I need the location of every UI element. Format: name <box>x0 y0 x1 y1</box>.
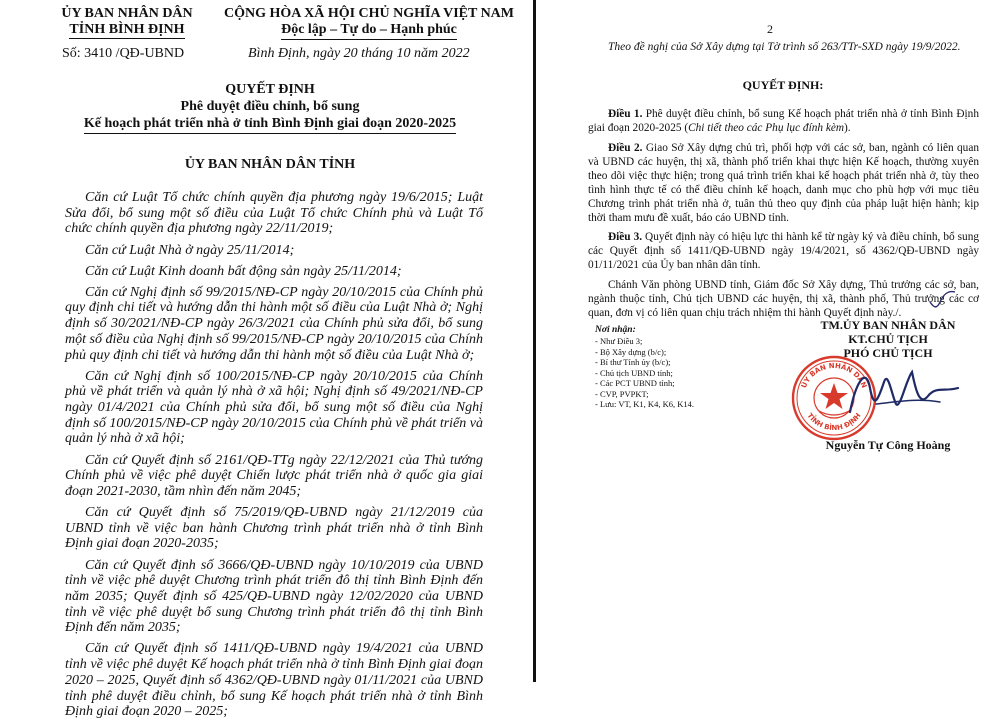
basis-paragraph: Căn cứ Quyết định số 3666/QĐ-UBND ngày 10/10/2019 của UBND tỉnh về việc phê duyệt Chương trình phát triển đô thị tỉnh Bình Định đến năm 2035; Quyết định số 425/QĐ-UBND ngày 12/02/2020 của UBND tỉnh về việc phê duyệt bổ sung Chương trình phát triển đô thị tỉnh Bình Định đến năm 2035; <box>65 557 483 636</box>
document-title <box>40 81 500 134</box>
recipient-item: - Như Điều 3; <box>595 336 643 346</box>
document-number: Số: 3410 /QĐ-UBND <box>62 46 185 61</box>
recipient-item: - CVP, PVPKT; <box>595 388 649 399</box>
enforcement-paragraph: Chánh Văn phòng UBND tỉnh, Giám đốc Sở Xây dựng, Thủ trưởng các sở, ban, ngành thuộc tỉnh, Chủ tịch UBND các huyện, thị xã, thành phố, Thủ trưởng các cơ quan, đơn vị có liên quan chịu trách nhiệm thi hành Quyết định này./. <box>588 279 979 320</box>
svg-text:ỦY BAN NHÂN DÂN: ỦY BAN NHÂN DÂN <box>799 361 869 390</box>
article-3-text: Quyết định này có hiệu lực thi hành kể từ ngày ký và điều chỉnh, bổ sung các Quyết định số 1411/QĐ-UBND ngày 19/4/2021, số 4362/QĐ-UBND ngày 01/11/2021 của Ủy ban nhân dân tỉnh. <box>588 231 979 272</box>
agency-line-2: TỈNH BÌNH ĐỊNH <box>69 22 185 37</box>
svg-text:TỈNH BÌNH ĐỊNH: TỈNH BÌNH ĐỊNH <box>805 411 863 433</box>
place-and-date: Bình Định, ngày 20 tháng 10 năm 2022 <box>248 46 470 61</box>
recipients-list <box>595 336 694 410</box>
basis-paragraph: Căn cứ Quyết định số 1411/QĐ-UBND ngày 19/4/2021 của UBND tỉnh về việc phê duyệt Kế hoạch phát triển nhà ở tỉnh Bình Định giai đoạn 2020 – 2025, Quyết định số 4362/QĐ-UBND ngày 01/11/2021 của UBND tỉnh phê duyệt điều chỉnh, bổ sung Kế hoạch phát triển nhà ở tỉnh Bình Định giai đoạn 2020 – 2025; <box>65 641 483 720</box>
proposal-line: Theo đề nghị của Sở Xây dựng tại Tờ trình số 263/TTr-SXD ngày 19/9/2022. <box>608 41 961 53</box>
legal-basis <box>65 190 483 725</box>
article-3-label: Điều 3. <box>608 231 643 244</box>
article-1-end: ). <box>844 122 851 134</box>
recipient-item: - Các PCT UBND tỉnh; <box>595 378 675 388</box>
basis-paragraph: Căn cứ Luật Tổ chức chính quyền địa phương ngày 19/6/2015; Luật Sửa đổi, bổ sung một số điều của Luật Tổ chức Chính phủ và Luật Tổ chức chính quyền địa phương ngày 22/11/2019; <box>65 190 483 237</box>
issuer-heading: ỦY BAN NHÂN DÂN TỈNH <box>184 157 356 172</box>
basis-paragraph: Căn cứ Luật Nhà ở ngày 25/11/2014; <box>85 242 295 258</box>
basis-paragraph: Căn cứ Nghị định số 99/2015/NĐ-CP ngày 20/10/2015 của Chính phủ quy định chi tiết và hướng dẫn thi hành một số điều của Luật Nhà ở; Nghị định số 30/2021/NĐ-CP ngày 26/3/2021 của Chính phủ sửa đổi, bổ sung một số điều của Nghị định số 99/2015/NĐ-CP ngày 20/10/2015 của Chính phủ quy định chi tiết và hướng dẫn thi hành một số điều của Luật Nhà ở; <box>65 284 483 363</box>
recipient-item: - Lưu: VT, K1, K4, K6, K14. <box>595 399 694 409</box>
signature-title-2: KT.CHỦ TỊCH <box>848 332 928 346</box>
national-header <box>214 6 524 40</box>
article-2 <box>588 141 979 225</box>
article-1 <box>588 107 979 135</box>
signature-title-3: PHÓ CHỦ TỊCH <box>843 346 933 360</box>
article-1-text: Phê duyệt điều chỉnh, bổ sung Kế hoạch phát triển nhà ở tỉnh Bình Định giai đoạn 2020-2025 ( <box>588 108 979 134</box>
basis-paragraph: Căn cứ Nghị định số 100/2015/NĐ-CP ngày 20/10/2015 của Chính phủ về phát triển và quản lý nhà ở xã hội; Nghị định số 49/2021/NĐ-CP ngày 01/4/2021 của Chính phủ sửa đổi, bổ sung một số điều của Nghị định số 100/2015/NĐ-CP ngày 20/10/2015 của Chính phủ về phát triển và quản lý nhà ở xã hội; <box>65 368 483 447</box>
national-motto: Độc lập – Tự do – Hạnh phúc <box>281 22 457 40</box>
title-line-1: QUYẾT ĐỊNH <box>225 82 315 97</box>
country-name: CỘNG HÒA XÃ HỘI CHỦ NGHĨA VIỆT NAM <box>223 6 514 21</box>
initial-mark-icon <box>928 288 958 312</box>
article-1-label: Điều 1. <box>608 108 643 120</box>
page-two <box>536 0 1000 682</box>
article-2-text: Giao Sở Xây dựng chủ trì, phối hợp với các sở, ban, ngành có liên quan và UBND các huyện, thị xã, thành phố triển khai thực hiện Kế hoạch, thường xuyên theo dõi việc thực hiện; trong quá trình triển khai kế hoạch phát triển nhà ở, tùy theo tình hình thực tế có thể điều chỉnh kế hoạch, danh mục cho phù hợp với mục tiêu Chương trình phát triển nhà ở, tuân thủ theo quy định của pháp luật hiện hành; kịp thời tham mưu đề xuất, báo cáo UBND tỉnh. <box>588 141 979 224</box>
article-1-appendix-note: Chi tiết theo các Phụ lục đính kèm <box>688 122 845 134</box>
title-line-2: Phê duyệt điều chỉnh, bổ sung <box>180 99 360 114</box>
recipient-item: - Bộ Xây dựng (b/c); <box>595 346 667 357</box>
basis-paragraph: Căn cứ Luật Kinh doanh bất động sản ngày 25/11/2014; <box>85 263 402 279</box>
title-line-3: Kế hoạch phát triển nhà ở tỉnh Bình Định giai đoạn 2020-2025 <box>84 115 456 134</box>
basis-paragraph: Căn cứ Quyết định số 75/2019/QĐ-UBND ngày 21/12/2019 của UBND tỉnh về việc ban hành Chương trình phát triển nhà ở tỉnh Bình Định giai đoạn 2020-2035; <box>65 505 483 552</box>
recipient-item: - Bí thư Tỉnh ủy (b/c); <box>595 357 671 367</box>
recipients-heading: Nơi nhận: <box>595 325 636 335</box>
page-number: 2 <box>767 22 773 36</box>
signature-title-1: TM.ỦY BAN NHÂN DÂN <box>820 318 956 332</box>
decision-articles <box>588 107 979 326</box>
decision-heading: QUYẾT ĐỊNH: <box>742 78 824 92</box>
issuing-agency <box>52 6 202 39</box>
agency-line-1: ỦY BAN NHÂN DÂN <box>61 6 193 21</box>
basis-paragraph: Căn cứ Quyết định số 2161/QĐ-TTg ngày 22/12/2021 của Thủ tướng Chính phủ về việc phê duyệt Chiến lược phát triển nhà ở quốc gia giai đoạn 2021-2030, tầm nhìn đến năm 2045; <box>65 452 483 499</box>
article-2-label: Điều 2. <box>608 141 643 154</box>
article-3 <box>588 230 979 272</box>
handwritten-signature-icon <box>836 352 966 432</box>
signer-name: Nguyễn Tự Công Hoàng <box>825 438 951 452</box>
recipient-item: - Chủ tịch UBND tỉnh; <box>595 367 673 378</box>
